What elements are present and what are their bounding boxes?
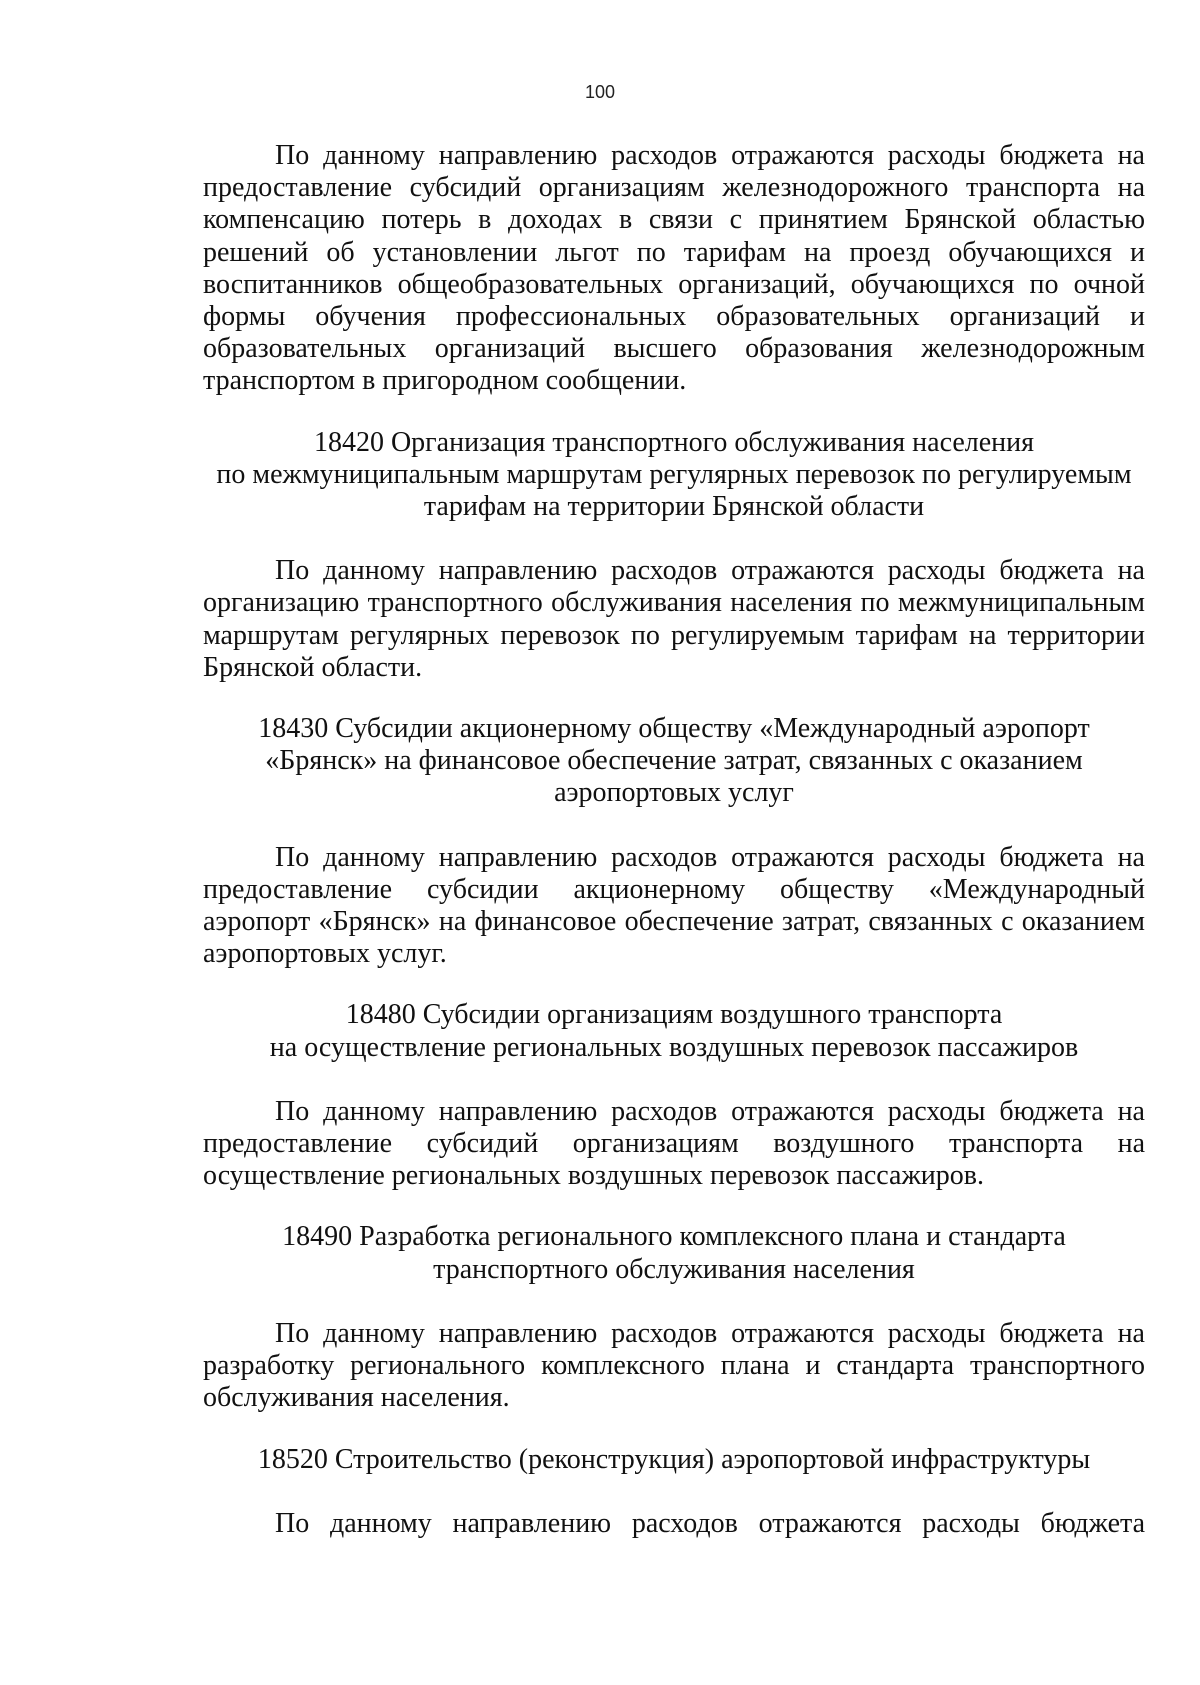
heading-18520 xyxy=(203,1444,1145,1476)
heading-18490 xyxy=(203,1221,1145,1285)
heading-line: аэропортовых услуг xyxy=(554,777,794,809)
heading-line: 18480 Субсидии организациям воздушного транспорта xyxy=(345,999,1003,1031)
heading-18430 xyxy=(203,713,1145,810)
heading-line: 18490 Разработка регионального комплексного плана и стандарта xyxy=(282,1221,1066,1253)
heading-line: на осуществление региональных воздушных перевозок пассажиров xyxy=(269,1031,1079,1063)
heading-18480 xyxy=(203,999,1145,1063)
heading-line: транспортного обслуживания населения xyxy=(433,1253,915,1285)
paragraph-18430: По данному направлению расходов отражаются расходы бюджета на предоставление субсидии акционерному обществу «Международный аэропорт «Брянск» на финансовое обеспечение затрат, связанных с оказанием аэропортовых услуг. xyxy=(203,841,1145,970)
heading-line: «Брянск» на финансовое обеспечение затрат, связанных с оказанием xyxy=(265,745,1083,777)
heading-18420 xyxy=(203,427,1145,524)
document-body xyxy=(203,140,1145,1540)
paragraph-18480: По данному направлению расходов отражаются расходы бюджета на предоставление субсидий организациям воздушного транспорта на осуществление региональных воздушных перевозок пассажиров. xyxy=(203,1095,1145,1192)
heading-line: 18520 Строительство (реконструкция) аэропортовой инфраструктуры xyxy=(257,1443,1091,1475)
paragraph-18490: По данному направлению расходов отражаются расходы бюджета на разработку регионального комплексного плана и стандарта транспортного обслуживания населения. xyxy=(203,1317,1145,1414)
heading-line: тарифам на территории Брянской области xyxy=(423,491,925,523)
heading-line: 18430 Субсидии акционерному обществу «Международный аэропорт xyxy=(258,713,1090,745)
heading-line: 18420 Организация транспортного обслуживания населения xyxy=(313,426,1035,458)
paragraph-18420: По данному направлению расходов отражаются расходы бюджета на организацию транспортного обслуживания населения по межмуниципальным маршрутам регулярных перевозок по регулируемым тарифам на территории Брянской области. xyxy=(203,555,1145,683)
paragraph-rail-subsidies: По данному направлению расходов отражаются расходы бюджета на предоставление субсидий организациям железнодорожного транспорта на компенсацию потерь в доходах в связи с принятием Брянской областью решений об установлении льгот по тарифам на проезд обучающихся и воспитанников общеобразовательных организаций, обучающихся по очной формы обучения профессиональных образовательных организаций и образовательных организаций высшего образования железнодорожным транспортом в пригородном сообщении. xyxy=(203,140,1145,397)
page-number: 100 xyxy=(584,82,616,102)
paragraph-18520-partial: По данному направлению расходов отражаются расходы бюджета xyxy=(275,1507,1145,1539)
heading-line: по межмуниципальным маршрутам регулярных перевозок по регулируемым xyxy=(216,458,1132,490)
